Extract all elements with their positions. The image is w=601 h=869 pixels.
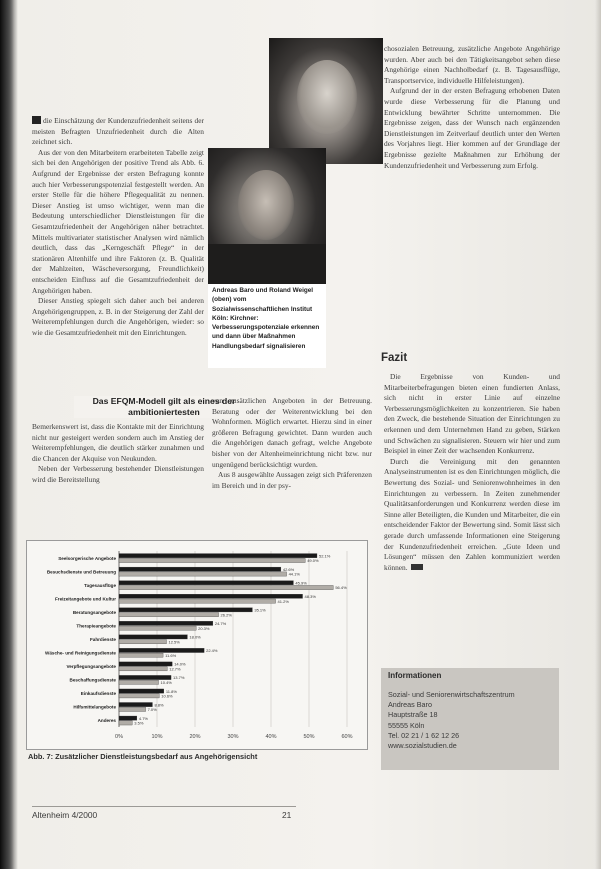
category-label: Anderes: [97, 718, 116, 724]
page-number: 21: [282, 810, 292, 820]
category-label: Einkaufsdienste: [80, 691, 116, 697]
data-label: 12.7%: [169, 666, 181, 672]
bar: [119, 554, 317, 558]
category-label: Wäsche- und Reinigungsdienste: [45, 650, 116, 656]
data-label: 3.5%: [134, 720, 144, 726]
info-line: www.sozialstudien.de: [388, 741, 457, 751]
paragraph: Neben der Verbesserung bestehender Dienstleistungen wird die Bereitstellung: [32, 464, 204, 484]
info-line: Andreas Baro: [388, 700, 432, 710]
x-tick-label: 60%: [341, 734, 353, 740]
portrait-photo-andreas-baro: [269, 38, 383, 164]
paragraph-text: Durch die Vereinigung mit den genannten Analyseinstrumenten ist es den Einrichtungen möglich, die Bewertung des Sozial- und Seniorenwohnheimes in den Einrichtungen zu verbessern. In Zeiten zunehmender Qualitätsanforderungen und Konkurrenz werden diese im Sinne aller Beteiligten, die Kunden und Mitarbeiter, die ein entscheidender Faktor der Bewertung sind. Somit lässt sich gerade durch umfassende Informationen eine Steigerung der Kundenzufriedenheit erreichen. „Gute Ideen und Lösungen“ müssen den Zahlen kommuniziert werden können.: [384, 456, 560, 572]
data-label: 52.1%: [318, 553, 331, 559]
face-shape: [297, 60, 357, 134]
info-line: Hauptstraße 18: [388, 710, 438, 720]
page-edge: [595, 0, 601, 869]
paragraph: Dieser Anstieg spiegelt sich daher auch bei anderen Angehörigengruppen, z. B. in der Steigerung der Zahl der Weiterempfehlungen durch die Angehörigen, wieder: so wie die Gesamtzufriedenheit mit den Einrichtungen.: [32, 296, 204, 337]
issue-label: Altenheim 4/2000: [32, 810, 98, 820]
paragraph: Die Ergebnisse von Kunden- und Mitarbeiterbefragungen bieten einen fundierten Anlass, sich nicht in erster Linie auf einzelne Verbesserungsmöglichkeiten zu konzentrieren. Sie haben den Zweck, die bestehende Situation der Einrichtungen zu erkennen und dem Unternehmen Hand zu geben, Stärken und Schwächen zu signalisieren. Steuern wir hier und zum Beispiel in einer Zeit der wachsenden Konkurrenz.: [384, 372, 560, 456]
bar: [119, 621, 213, 625]
bar: [119, 702, 152, 706]
portrait-photo-roland-weigel: [208, 148, 326, 284]
x-tick-label: 40%: [265, 734, 277, 740]
data-label: 41.2%: [277, 598, 289, 604]
category-label: Besuchsdienste und Betreuung: [46, 569, 116, 575]
paragraph: chosozialen Betreuung, zusätzliche Angebote Angehörige wurden. Aber auch bei den Tätigkeitsangebot sehen diese Angehörige einen Nachholbedarf (z. B. Tagesausflüge, Transportservice, individuelle Hilfeleistungen).: [384, 44, 560, 85]
category-label: Tagesausflüge: [84, 582, 116, 588]
data-label: 8.8%: [154, 702, 164, 708]
bar: [119, 694, 159, 698]
bar: [119, 648, 204, 652]
paragraph: von zusätzlichen Angeboten in der Betreuung. Beratung oder der Weiterentwicklung bei den Wohnformen. Möglich erwartet. Hierzu sind in einer größeren Befragung gewichtet. Dann wurden auch die Angehörigen danach gefragt, welche Angebote bisher von der Altenheimeinrichtung nicht bzw. nur ungenügend berücksichtigt wurden.: [212, 396, 372, 469]
category-label: Verpflegungsangebote: [66, 664, 116, 670]
data-label: 13.7%: [173, 675, 185, 681]
category-label: Freizeitangebote und Kultur: [55, 596, 116, 602]
section-heading-fazit: Fazit: [381, 352, 408, 364]
bar: [119, 640, 167, 644]
bar: [119, 653, 163, 657]
data-label: 14.0%: [174, 661, 186, 667]
data-label: 22.4%: [206, 648, 218, 654]
data-label: 7.0%: [147, 707, 157, 713]
data-label: 44.1%: [288, 571, 300, 577]
data-label: 11.6%: [165, 652, 177, 658]
category-label: Beratungsangebote: [72, 609, 116, 615]
data-label: 10.6%: [161, 693, 173, 699]
info-box-title: Informationen: [388, 671, 442, 680]
data-label: 18.0%: [189, 634, 201, 640]
fazit-column: [384, 372, 560, 573]
photo-caption: Andreas Baro und Roland Weigel (oben) vom Sozialwissenschaftlichen Institut Köln: Kirchner: Verbesserungspotenziale erkennen und dann über Maßnahmen Handlungsbedarf signalisieren: [212, 287, 320, 350]
info-line: 55555 Köln: [388, 720, 425, 730]
category-label: Hilfsmittelangebote: [73, 704, 116, 710]
bar: [119, 581, 293, 585]
category-label: Therapieangebote: [76, 623, 116, 629]
data-label: 26.2%: [220, 612, 232, 618]
jacket-shape: [208, 244, 326, 284]
x-tick-label: 0%: [115, 734, 123, 740]
paragraph: Aufgrund der in der ersten Befragung erhobenen Daten wurde diese Verbesserung für die Planung und Entwicklung bewährter Schritte unternommen. Die Ergebnisse zeigen, dass der Wunsch nach ergänzenden Dienstleistungen im Zeitverlauf deutlich unter den Werten des Vorjahres liegt. Hier kommen auf der Grundlage der Ergebnisse gezielte Maßnahmen zur Erhöhung der Kundenzufriedenheit und Verbesserung zum Erfolg.: [384, 86, 560, 170]
bar: [119, 572, 287, 576]
info-line: Tel. 02 21 / 1 62 12 26: [388, 730, 460, 740]
category-label: Beschaffungsdienste: [69, 677, 116, 683]
face-shape: [238, 170, 294, 240]
bar: [119, 608, 252, 612]
x-tick-label: 10%: [151, 734, 163, 740]
data-label: 11.8%: [165, 688, 177, 694]
bar: [119, 721, 132, 725]
bar: [119, 675, 171, 679]
category-label: Seelsorgerische Angebote: [58, 555, 116, 561]
bar: [119, 716, 137, 720]
pull-quote: Das EFQM-Modell gilt als eines der ambitioniertesten: [74, 396, 254, 418]
bar: [119, 585, 333, 589]
data-label: 24.7%: [214, 621, 227, 627]
bar: [119, 707, 146, 711]
x-tick-label: 50%: [303, 734, 315, 740]
article-column-3: [384, 44, 560, 171]
bar: [119, 680, 159, 684]
data-label: 49.0%: [307, 558, 319, 564]
paragraph: Aus 8 ausgewählte Aussagen zeigt sich Präferenzen im Bereich und in der psy-: [212, 470, 372, 490]
bar: [119, 567, 281, 571]
bar: [119, 626, 196, 630]
bar: [119, 689, 164, 693]
bar: [119, 635, 187, 639]
bar: [119, 599, 276, 603]
article-column-1-cont: [32, 422, 204, 486]
info-line: Sozial- und Seniorenwirtschaftszentrum: [388, 690, 515, 699]
info-box-body: [388, 690, 556, 751]
x-tick-label: 20%: [189, 734, 201, 740]
article-column-2: [212, 396, 372, 491]
bar-chart: [26, 540, 368, 750]
chart-caption: Abb. 7: Zusätzlicher Dienstleistungsbedarf aus Angehörigensicht: [28, 752, 258, 761]
bar: [119, 613, 219, 617]
data-label: 56.4%: [335, 585, 347, 591]
footer-rule: [32, 806, 296, 807]
data-label: 42.6%: [282, 566, 295, 572]
paragraph: Aus der von den Mitarbeitern erarbeiteten Tabelle zeigt sich bei den Angehörigen der positive Trend als Abb. 6. Aufgrund der Ergebnisse der ersten Befragung konnte auch hier Verbesserungspotenzial festgestellt werden. An erster Stelle für die höhere Pflegequalität zu nennen. Dieser Anstieg ist umso wichtiger, wenn man die Bedeutung unterschiedlicher Dienstleistungen für die Gesamtzufriedenheit der Angehörigen näher betrachtet. Mittels multivariater statistischer Analysen wird nämlich deutlich, dass das „Kerngeschäft Pflege“ in der stationären Altenhilfe und ihre Faktoren (z. B. Qualität der Mahlzeiten, Wäscheversorgung, Freundlichkeit) entscheiden Einfluss auf die Gesamtzufriedenheit der Angehörigen haben.: [32, 147, 204, 295]
x-tick-label: 30%: [227, 734, 239, 740]
paragraph: [384, 457, 560, 574]
data-label: 12.5%: [168, 639, 180, 645]
data-label: 35.1%: [254, 607, 266, 613]
article-column-1: [32, 116, 204, 338]
end-mark: [411, 564, 423, 570]
data-label: 45.9%: [295, 580, 307, 586]
data-label: 4.7%: [138, 715, 148, 721]
data-label: 10.4%: [160, 680, 172, 686]
data-label: 48.3%: [304, 593, 316, 599]
page-gutter: [0, 0, 18, 869]
bar: [119, 662, 172, 666]
category-label: Fahrdienste: [89, 637, 116, 642]
paragraph-marker: [32, 116, 41, 124]
paragraph: [32, 116, 204, 148]
bar: [119, 594, 303, 598]
bar: [119, 667, 167, 671]
bar: [119, 558, 305, 562]
chart-canvas: [27, 541, 367, 749]
data-label: 20.3%: [198, 625, 210, 631]
paragraph-text: die Einschätzung der Kundenzufriedenheit seitens der meisten Befragten Unzufriedenheit durch die Alten zeichnet sich.: [32, 116, 204, 147]
paragraph: Bemerkenswert ist, dass die Kontakte mit der Einrichtung nicht nur gesteigert werden sondern auch im Anstieg der Weiterempfehlungen, die deutlich stärker zunahmen und die Chancen der Akquise von Neukunden.: [32, 422, 204, 463]
